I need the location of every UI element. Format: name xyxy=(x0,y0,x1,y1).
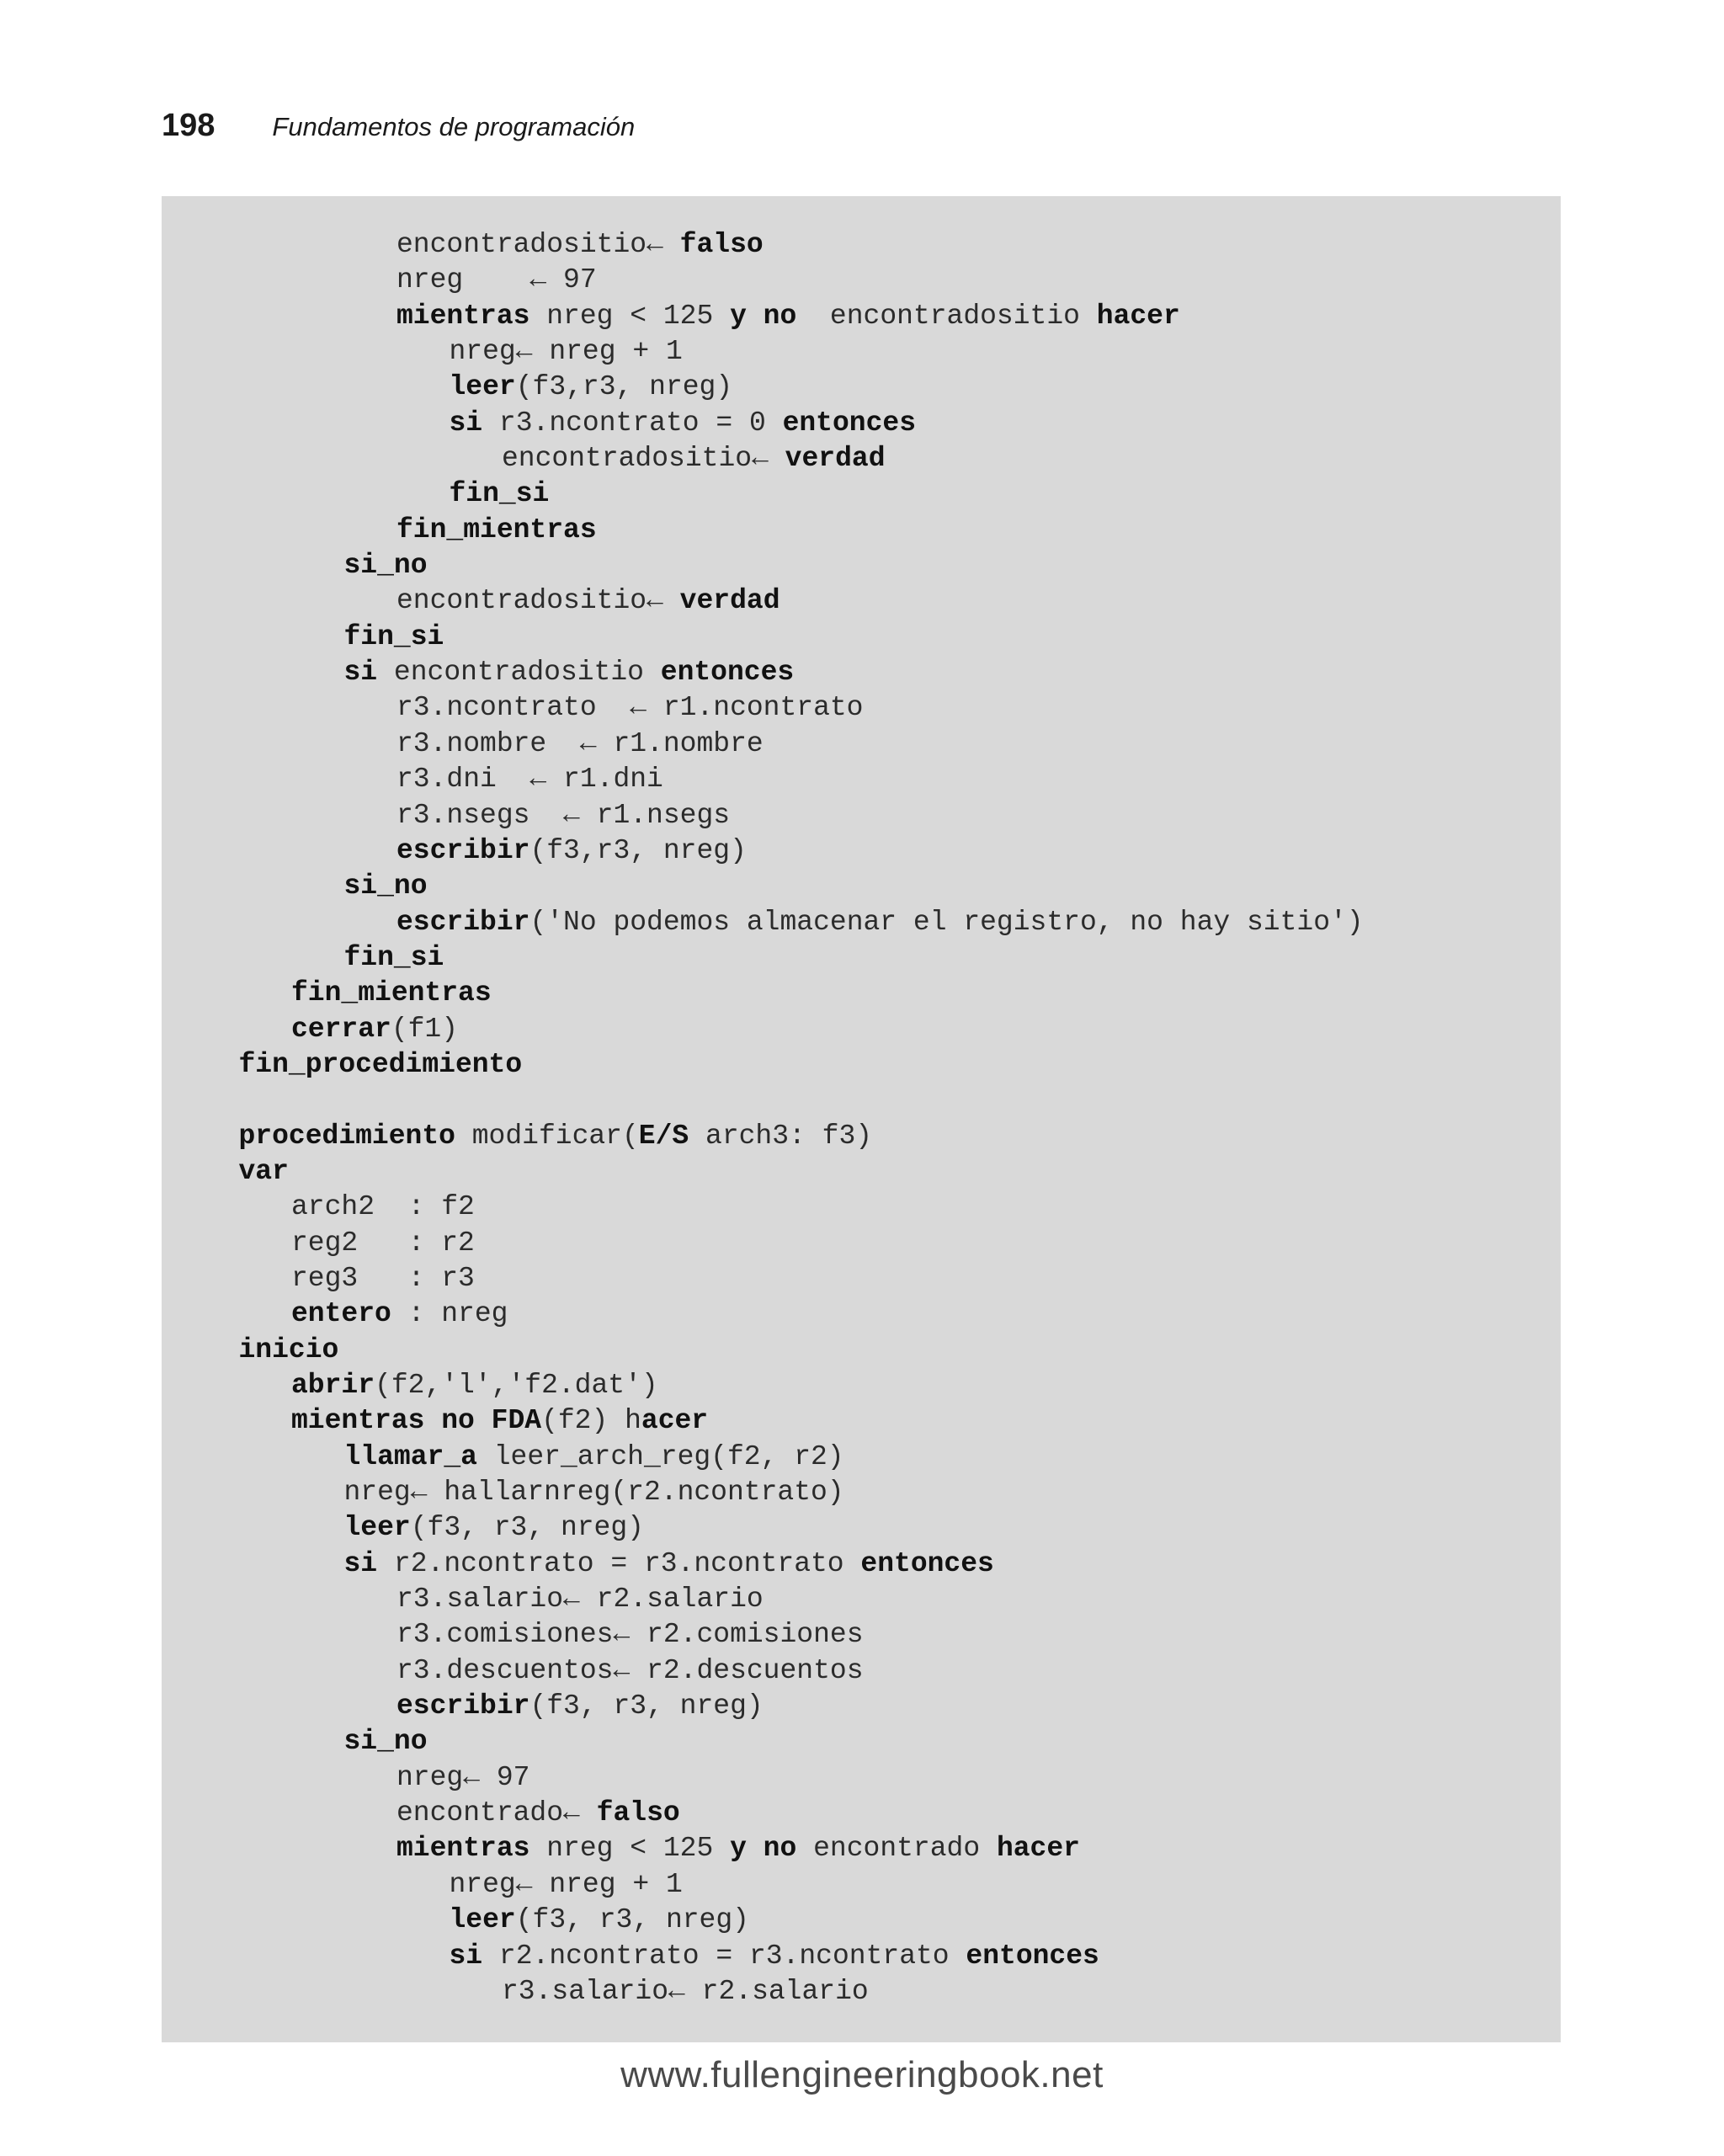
code-text: (f3,r3, nreg) xyxy=(515,371,733,403)
code-line xyxy=(162,227,1561,263)
code-text: encontradositio xyxy=(796,300,1097,332)
code-line xyxy=(162,1939,1561,1974)
code-keyword: mientras xyxy=(396,300,530,332)
code-line xyxy=(162,1012,1561,1047)
code-line xyxy=(162,263,1561,298)
code-keyword: hacer xyxy=(996,1833,1080,1865)
code-keyword: si xyxy=(343,1547,378,1579)
code-line xyxy=(162,1296,1561,1332)
code-line xyxy=(162,299,1561,334)
code-keyword: fin_mientras xyxy=(396,514,597,546)
code-keyword: escribir xyxy=(396,906,530,938)
code-line xyxy=(162,869,1561,904)
code-text: r3.nombre ← r1.nombre xyxy=(396,727,764,759)
code-keyword: hacer xyxy=(1096,300,1180,332)
code-text: encontradositio xyxy=(396,229,647,260)
code-line xyxy=(162,476,1561,512)
code-text: nreg ← 97 xyxy=(396,264,597,296)
code-line xyxy=(162,1047,1561,1083)
code-keyword: entonces xyxy=(782,407,917,439)
code-text: reg2 : r2 xyxy=(291,1227,475,1259)
code-line xyxy=(162,1154,1561,1190)
code-text: arch3: f3) xyxy=(689,1120,873,1152)
code-text: (f3, r3, nreg) xyxy=(529,1690,764,1722)
code-text: (f3, r3, nreg) xyxy=(410,1512,644,1544)
code-keyword: cerrar xyxy=(291,1013,391,1045)
code-line xyxy=(162,1724,1561,1759)
code-text: encontradositio xyxy=(396,585,647,617)
code-keyword: leer xyxy=(343,1512,411,1544)
code-text: nreg xyxy=(396,1761,464,1793)
code-text: encontrado xyxy=(796,1833,997,1865)
code-keyword: acer xyxy=(641,1405,709,1437)
code-line xyxy=(162,1546,1561,1582)
code-keyword: si xyxy=(343,657,378,689)
code-keyword: si_no xyxy=(343,550,428,582)
code-keyword: entero xyxy=(291,1298,391,1330)
code-line xyxy=(162,655,1561,690)
code-text: (f3,r3, nreg) xyxy=(529,834,747,866)
code-line xyxy=(162,1510,1561,1546)
code-text: leer_arch_reg(f2, r2) xyxy=(476,1440,844,1472)
code-text: r3.ncontrato ← r1.ncontrato xyxy=(396,692,864,724)
code-text: r2.ncontrato = r3.ncontrato xyxy=(377,1547,861,1579)
code-text: ← r2.descuentos xyxy=(613,1654,864,1686)
code-text: nreg < 125 xyxy=(529,1833,731,1865)
code-text: arch2 : f2 xyxy=(291,1191,475,1223)
code-line xyxy=(162,1974,1561,2010)
code-line xyxy=(162,1440,1561,1475)
code-line xyxy=(162,1582,1561,1617)
code-line xyxy=(162,1368,1561,1403)
code-line xyxy=(162,406,1561,441)
code-text: encontradositio xyxy=(502,443,753,475)
code-keyword: leer xyxy=(449,1904,516,1936)
code-text: modificar( xyxy=(455,1120,639,1152)
code-text: (f3, r3, nreg) xyxy=(515,1904,749,1936)
code-keyword: fin_si xyxy=(343,620,444,652)
code-text: ← xyxy=(563,1797,597,1829)
code-keyword: si_no xyxy=(343,870,428,902)
code-text: r3.descuentos xyxy=(396,1654,614,1686)
code-text: nreg xyxy=(449,1868,516,1900)
code-keyword: verdad xyxy=(785,443,886,475)
code-line xyxy=(162,1083,1561,1118)
code-keyword: entonces xyxy=(966,1940,1099,1972)
code-line xyxy=(162,1867,1561,1903)
code-line xyxy=(162,1689,1561,1724)
code-keyword: fin_si xyxy=(449,478,550,510)
code-line xyxy=(162,441,1561,476)
code-keyword: fin_procedimiento xyxy=(238,1048,523,1080)
code-line xyxy=(162,1653,1561,1689)
code-text: (f1) xyxy=(391,1013,459,1045)
code-line xyxy=(162,1796,1561,1831)
code-text: ← hallarnreg(r2.ncontrato) xyxy=(410,1477,844,1509)
code-line xyxy=(162,1617,1561,1653)
page-header xyxy=(162,108,635,148)
code-keyword: entonces xyxy=(860,1547,994,1579)
code-line xyxy=(162,976,1561,1011)
code-line xyxy=(162,1903,1561,1938)
code-text: ← r2.salario xyxy=(563,1584,764,1616)
code-keyword: inicio xyxy=(238,1334,339,1365)
code-text: ← xyxy=(646,229,680,260)
code-text: ← r2.comisiones xyxy=(613,1619,864,1651)
code-text: (f2,'l','f2.dat') xyxy=(375,1370,658,1401)
code-keyword: abrir xyxy=(291,1370,375,1401)
code-text: nreg xyxy=(449,336,516,368)
code-keyword: mientras xyxy=(396,1833,530,1865)
code-text: ← nreg + 1 xyxy=(515,336,683,368)
code-keyword: fin_si xyxy=(343,941,444,973)
code-keyword: llamar_a xyxy=(343,1440,477,1472)
code-text: ← r2.salario xyxy=(668,1975,869,2007)
code-listing xyxy=(162,196,1561,2042)
code-text: (f2) h xyxy=(541,1405,641,1437)
code-keyword: mientras no FDA xyxy=(291,1405,542,1437)
code-line xyxy=(162,513,1561,548)
code-line xyxy=(162,334,1561,370)
code-line xyxy=(162,1403,1561,1439)
code-line xyxy=(162,833,1561,869)
code-keyword: var xyxy=(238,1155,289,1187)
code-line xyxy=(162,940,1561,976)
code-text: nreg < 125 xyxy=(529,300,731,332)
code-text: encontradositio xyxy=(377,657,661,689)
code-text: r3.salario xyxy=(396,1584,564,1616)
code-text: r3.dni ← r1.dni xyxy=(396,764,663,796)
code-text: r3.ncontrato = 0 xyxy=(482,407,783,439)
code-text: ← 97 xyxy=(463,1761,530,1793)
code-line xyxy=(162,798,1561,833)
code-line xyxy=(162,1261,1561,1296)
code-text: r3.salario xyxy=(502,1975,669,2007)
code-keyword: fin_mientras xyxy=(291,977,492,1009)
footer-url: www.fullengineeringbook.net xyxy=(620,2054,1104,2095)
code-line xyxy=(162,690,1561,726)
code-keyword: procedimiento xyxy=(238,1120,455,1152)
code-text: : nreg xyxy=(391,1298,508,1330)
code-line xyxy=(162,905,1561,940)
code-keyword: verdad xyxy=(679,585,780,617)
code-keyword: si_no xyxy=(343,1726,428,1758)
running-title: Fundamentos de programación xyxy=(272,112,636,141)
code-keyword: entonces xyxy=(660,657,795,689)
code-line xyxy=(162,727,1561,762)
code-text: ← xyxy=(646,585,680,617)
code-text: r2.ncontrato = r3.ncontrato xyxy=(482,1940,966,1972)
code-text: ← xyxy=(752,443,785,475)
page-number: 198 xyxy=(162,108,216,143)
code-line xyxy=(162,762,1561,797)
code-keyword: falso xyxy=(596,1797,680,1829)
code-line xyxy=(162,1226,1561,1261)
code-text: ← nreg + 1 xyxy=(515,1868,683,1900)
code-line xyxy=(162,1831,1561,1866)
code-keyword: leer xyxy=(449,371,516,403)
code-keyword: y no xyxy=(730,300,797,332)
code-line xyxy=(162,1190,1561,1225)
code-line xyxy=(162,1333,1561,1368)
code-text: r3.comisiones xyxy=(396,1619,614,1651)
code-keyword: falso xyxy=(679,229,764,260)
code-line xyxy=(162,583,1561,619)
code-line xyxy=(162,620,1561,655)
code-text: nreg xyxy=(343,1477,411,1509)
code-line xyxy=(162,548,1561,583)
code-text: reg3 : r3 xyxy=(291,1262,475,1294)
code-keyword: si xyxy=(449,407,483,439)
code-line xyxy=(162,370,1561,405)
code-line xyxy=(162,1119,1561,1154)
code-text: encontrado xyxy=(396,1797,564,1829)
code-line xyxy=(162,1760,1561,1796)
code-keyword: escribir xyxy=(396,834,530,866)
code-keyword: si xyxy=(449,1940,483,1972)
code-keyword: escribir xyxy=(396,1690,530,1722)
code-keyword: E/S xyxy=(638,1120,689,1152)
code-text: ('No podemos almacenar el registro, no hay sitio') xyxy=(529,906,1364,938)
code-keyword: y no xyxy=(730,1833,797,1865)
code-line xyxy=(162,1475,1561,1510)
code-text: r3.nsegs ← r1.nsegs xyxy=(396,799,731,831)
